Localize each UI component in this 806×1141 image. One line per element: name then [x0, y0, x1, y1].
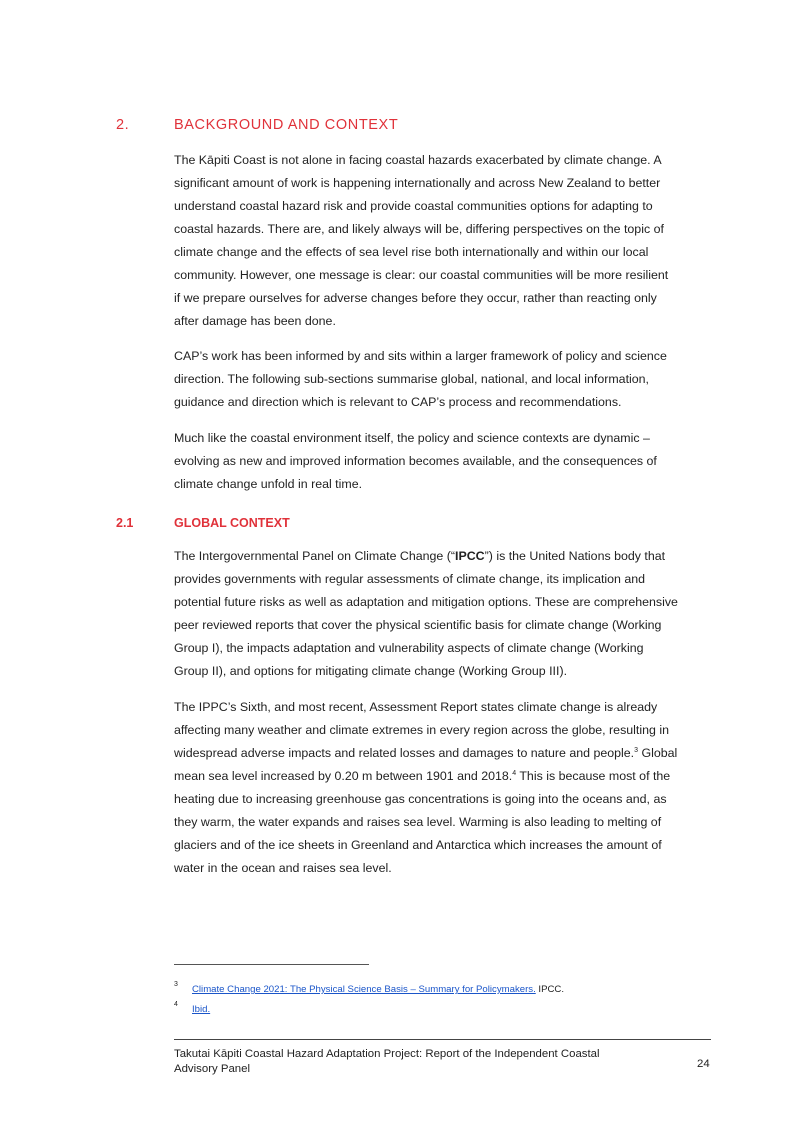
paragraph-cap-work [174, 345, 714, 414]
text-line: after damage has been done. [174, 314, 336, 328]
text-line: guidance and direction which is relevant to CAP’s process and recommendations. [174, 395, 622, 409]
text-line: glaciers and of the ice sheets in Greenland and Antarctica which increases the amount of [174, 838, 662, 852]
paragraph-intro [174, 149, 714, 333]
text-line: they warm, the water expands and raises sea level. Warming is also leading to melting of [174, 815, 662, 829]
paragraph-ipcc [174, 545, 714, 683]
text-line [174, 765, 714, 788]
text-line: climate change and the effects of sea level rise both internationally and within our local [174, 245, 649, 259]
text-line: community. However, one message is clear: our coastal communities will be more resilient [174, 268, 669, 282]
text-line: peer reviewed reports that cover the physical scientific basis for climate change (Working [174, 618, 662, 632]
text-line [174, 545, 714, 568]
text-line: coastal hazards. There are, and likely always will be, differing perspectives on the topic of [174, 222, 664, 236]
paragraph-dynamic-context [174, 427, 714, 496]
paragraph-sixth-assessment [174, 696, 714, 880]
ipcc-abbreviation: IPCC [455, 549, 485, 563]
text-line: heating due to increasing greenhouse gas concentrations is going into the oceans and, as [174, 792, 667, 806]
text-line: provides governments with regular assessments of climate change, its implication and [174, 572, 646, 586]
footnote-link[interactable]: Climate Change 2021: The Physical Science Basis – Summary for Policymakers. [192, 984, 536, 995]
subsection-number: 2.1 [116, 516, 134, 530]
text-run: widespread adverse impacts and related losses and damages to nature and people. [174, 746, 635, 760]
text-line: Much like the coastal environment itself, the policy and science contexts are dynamic – [174, 431, 650, 445]
text-line: The Kāpiti Coast is not alone in facing coastal hazards exacerbated by climate change. A [174, 153, 662, 167]
footnote-number: 3 [174, 981, 178, 988]
footer-title-line1: Takutai Kāpiti Coastal Hazard Adaptation Project: Report of the Independent Coastal [174, 1048, 600, 1060]
text-run: This is because most of the [516, 769, 671, 783]
page-number: 24 [697, 1058, 710, 1070]
text-run: ”) is the United Nations body that [484, 549, 666, 563]
footnote-link[interactable]: Ibid. [192, 1004, 211, 1015]
text-line: understand coastal hazard risk and provide coastal communities options for adapting to [174, 199, 653, 213]
footnote-ref-4[interactable]: 4 [512, 770, 517, 777]
text-line: The IPPC’s Sixth, and most recent, Assessment Report states climate change is already [174, 700, 658, 714]
text-run: Global [638, 746, 678, 760]
text-line: potential future risks as well as adaptation and mitigation options. These are comprehensive [174, 595, 678, 609]
text-run: The Intergovernmental Panel on Climate Change (“ [174, 549, 456, 563]
text-line: direction. The following sub-sections summarise global, national, and local information, [174, 372, 649, 386]
text-line: affecting many weather and climate extremes in every region across the globe, resulting in [174, 723, 669, 737]
footnote-number: 4 [174, 1001, 178, 1008]
footer-separator [174, 1039, 711, 1040]
text-line: Group I), the impacts adaptation and vulnerability aspects of climate change (Working [174, 641, 644, 655]
text-run: mean sea level increased by 0.20 m between 1901 and 2018. [174, 769, 513, 783]
footnote-separator [174, 964, 369, 965]
section-number: 2. [116, 117, 130, 133]
footnote-ref-3[interactable]: 3 [634, 747, 639, 754]
text-line: climate change unfold in real time. [174, 477, 363, 491]
text-line [174, 742, 714, 765]
footnote-text [192, 984, 564, 995]
text-line: if we prepare ourselves for adverse changes before they occur, rather than reacting only [174, 291, 657, 305]
text-line: water in the ocean and raises sea level. [174, 861, 392, 875]
subsection-title: GLOBAL CONTEXT [174, 516, 290, 530]
text-line: CAP’s work has been informed by and sits within a larger framework of policy and science [174, 349, 667, 363]
footnote-text [192, 1004, 210, 1015]
text-line: significant amount of work is happening internationally and across New Zealand to better [174, 176, 661, 190]
text-line: Group II), and options for mitigating climate change (Working Group III). [174, 664, 568, 678]
footnote-source: IPCC. [535, 984, 565, 995]
text-line: evolving as new and improved information becomes available, and the consequences of [174, 454, 657, 468]
section-title: BACKGROUND AND CONTEXT [174, 117, 399, 133]
footer-title-line2: Advisory Panel [174, 1063, 250, 1075]
